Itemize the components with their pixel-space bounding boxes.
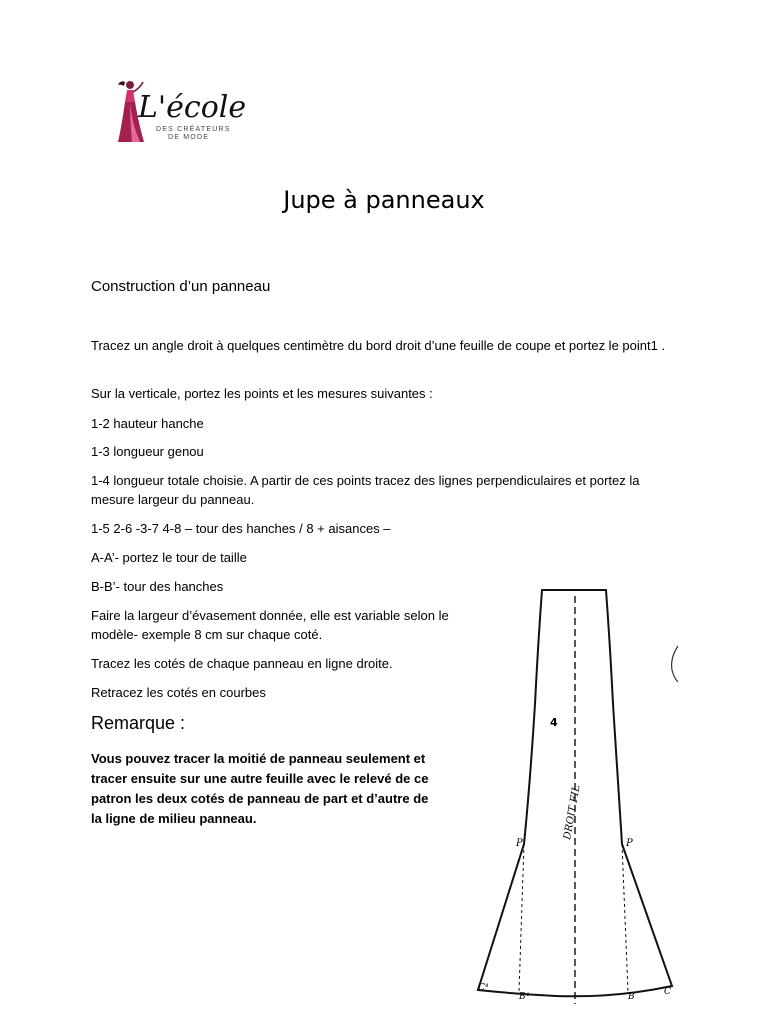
instruction-paragraph: Tracez un angle droit à quelques centimètre du bord droit d’une feuille de coupe et portez le point1 . [91,338,666,353]
remark-text: Vous pouvez tracer la moitié de panneau seulement et tracer ensuite sur une autre feuille avec le relevé de ce patron les deux cotés de panneau de part et d’autre de la ligne de milieu panneau. [91,751,429,826]
instruction-paragraph: Tracez les cotés de chaque panneau en ligne droite. [91,656,393,671]
skirt-panel-diagram [466,584,768,1024]
point-label-right: P [626,838,633,849]
instruction-paragraph: Faire la largeur d’évasement donnée, elle est variable selon le modèle- exemple 8 cm sur chaque coté. [91,608,449,642]
logo-brand: L'école [138,90,247,125]
page-title: Jupe à panneaux [283,186,485,214]
instruction-paragraph: Retracez les cotés en courbes [91,685,266,700]
logo-tagline-1: DES CRÉATEURS [156,126,231,133]
hem-label: C⁴ [478,983,489,993]
hip-line-left [519,844,524,992]
point-label-left: P [516,838,523,849]
hip-line-right [622,844,628,992]
hem-label: B⁴ [519,992,530,1002]
instruction-paragraph: 1-4 longueur totale choisie. A partir de ces points tracez des lignes perpendiculaires et portez la mesure largeur du panneau. [91,473,640,507]
grain-label: DROIT FIL [562,784,583,841]
measurement-line: 1-3 longueur genou [91,444,204,459]
partial-curve-mark [668,644,680,684]
panel-number: 4 [550,716,558,729]
measurement-line: 1-5 2-6 -3-7 4-8 – tour des hanches / 8 + aisances – [91,521,391,536]
hem-label: C [664,987,671,997]
instruction-paragraph: Sur la verticale, portez les points et les mesures suivantes : [91,386,433,401]
measurement-line: A-A’- portez le tour de taille [91,550,247,565]
remark-heading: Remarque : [91,713,186,733]
logo-tagline-2: DE MODE [168,134,210,141]
measurement-line: 1-2 hauteur hanche [91,416,204,431]
school-logo [110,76,250,148]
measurement-line: B-B’- tour des hanches [91,579,224,594]
hem-label: B [628,992,635,1002]
section-heading: Construction d’un panneau [91,278,271,295]
